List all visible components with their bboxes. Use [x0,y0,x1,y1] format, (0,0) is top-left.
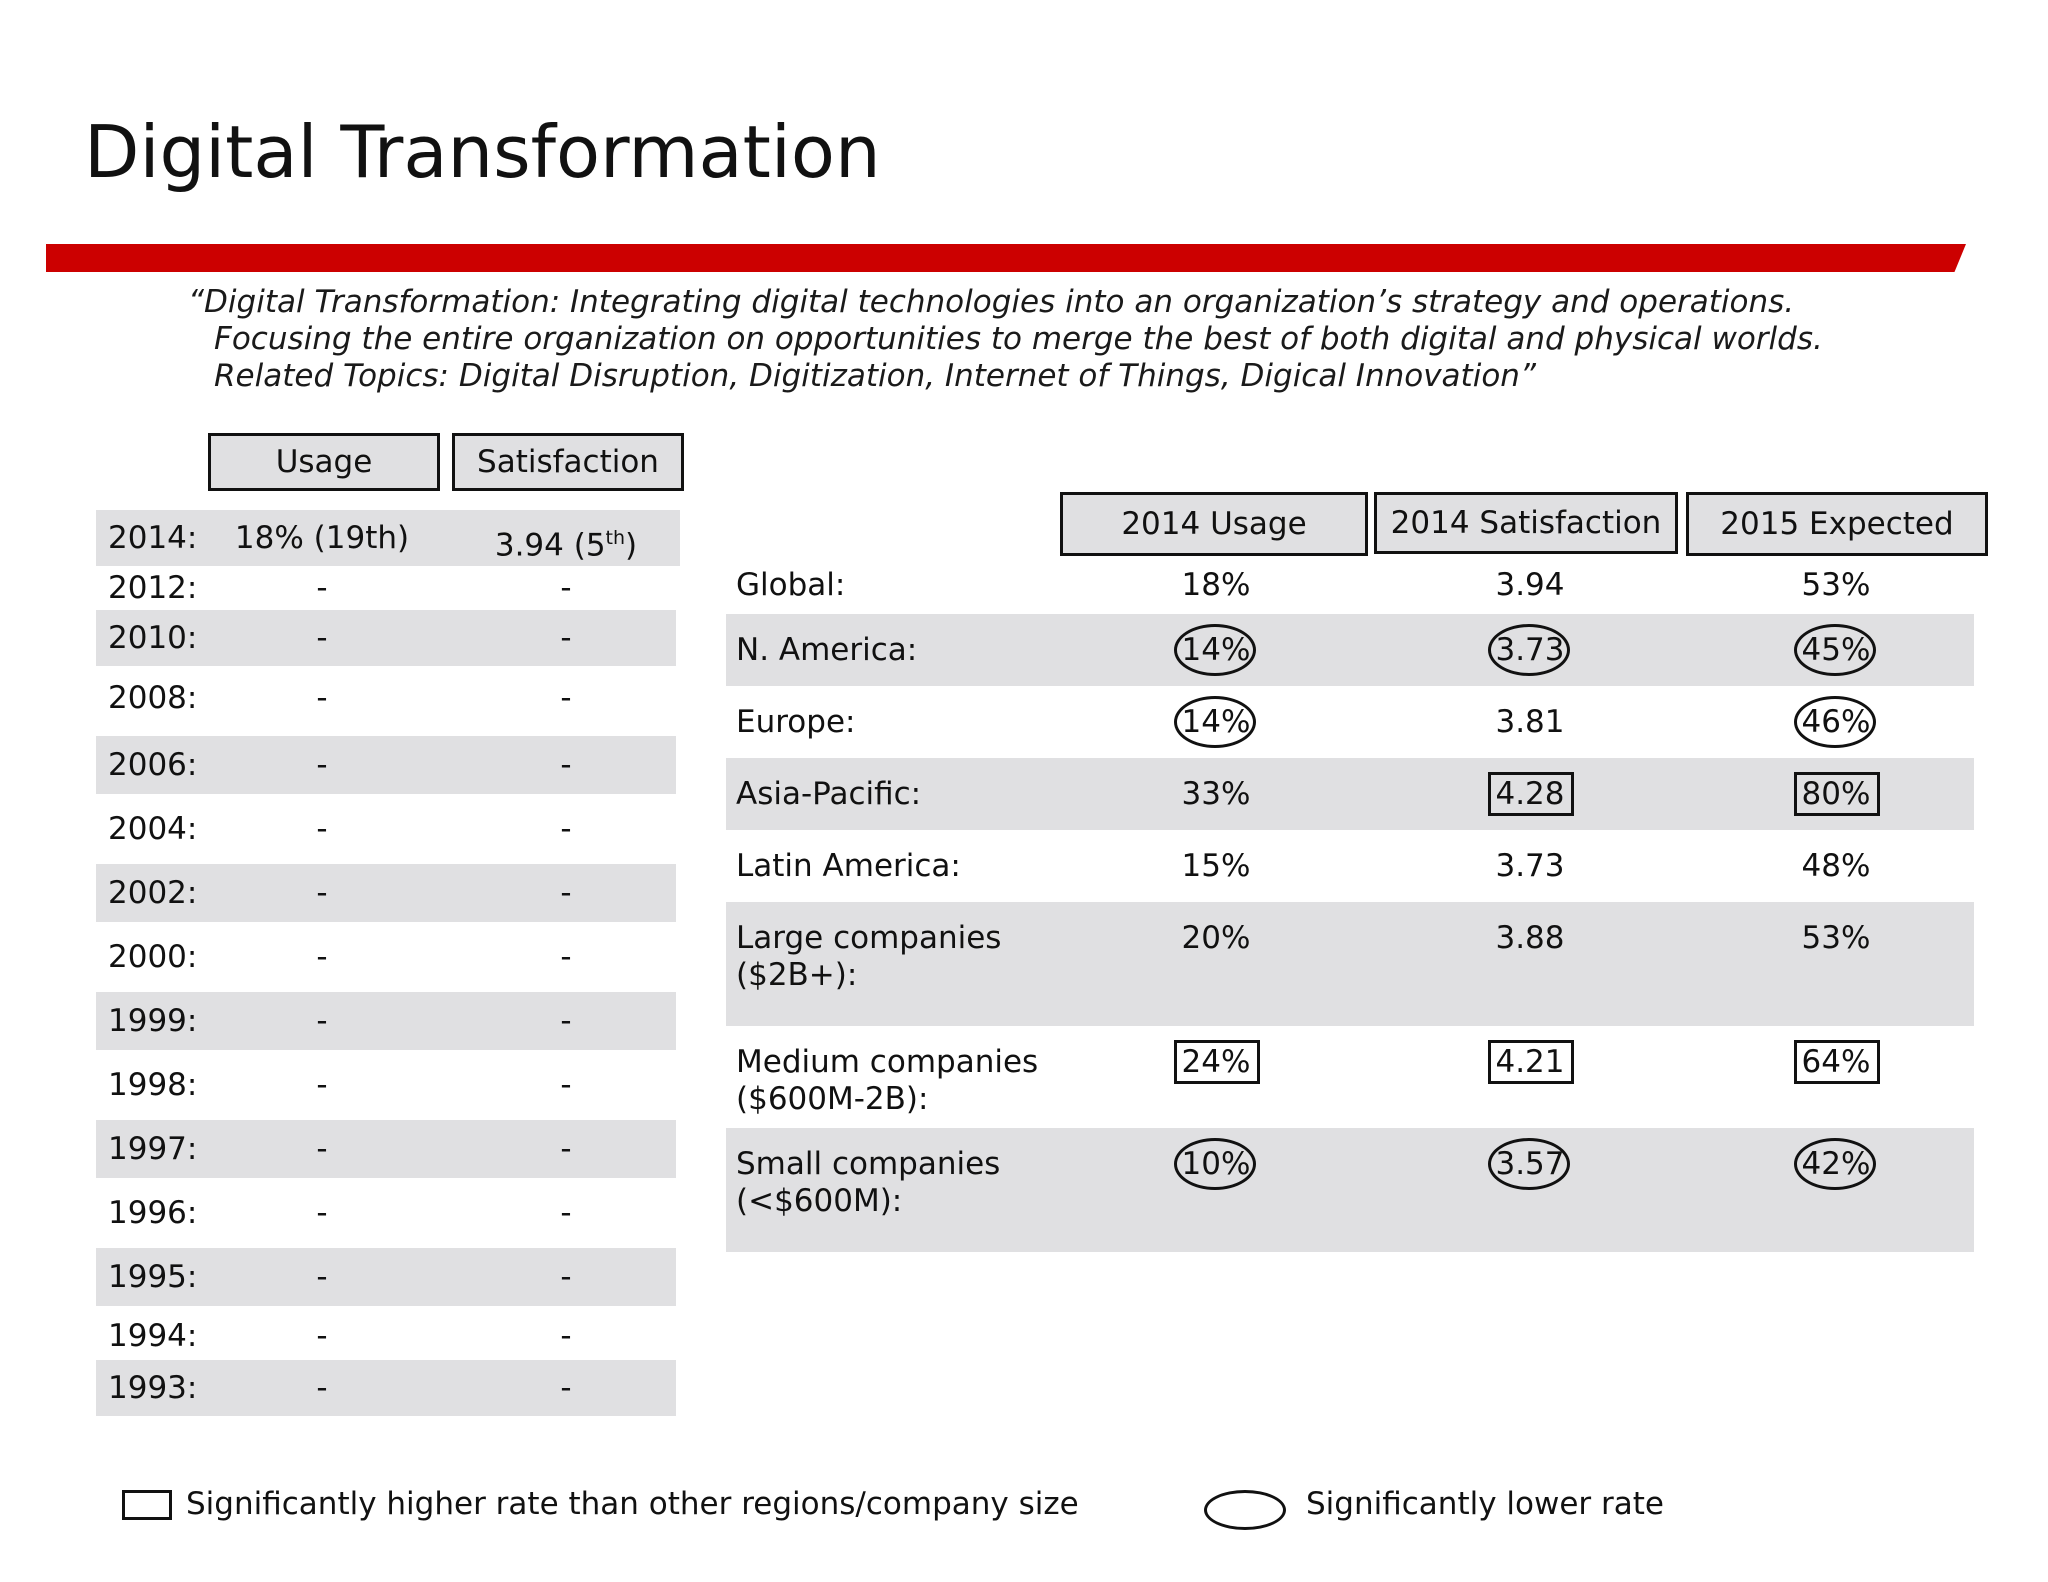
region-value-cell [1480,1044,1580,1081]
history-satisfaction-value: - [560,680,572,716]
history-row [96,668,676,728]
region-row [726,614,1974,686]
region-value: 4.28 [1495,775,1565,812]
history-row [96,864,676,922]
region-value-cell [1786,567,1886,604]
header-2015-expected: 2015 Expected [1686,492,1988,556]
region-value: 14% [1181,631,1251,668]
region-row [726,758,1974,830]
region-value-cell [1166,1044,1266,1081]
history-usage-value: - [316,1195,328,1231]
history-row [96,1360,676,1416]
region-row [726,556,1974,614]
history-usage-value: - [316,570,328,606]
region-label [736,1044,1038,1118]
satisfaction-rank: 3.94 (5 [494,527,606,564]
region-value: 20% [1181,920,1251,956]
history-satisfaction-value: - [560,1131,572,1167]
history-usage-value: 18% (19th) [234,520,410,556]
region-value-cell [1480,704,1580,741]
region-value-cell [1166,1146,1266,1183]
region-value: 46% [1801,703,1871,740]
region-label-line: Asia-Pacific: [736,775,922,812]
region-label [736,776,921,813]
region-value: 33% [1181,775,1251,812]
history-satisfaction-value: - [560,620,572,656]
history-satisfaction-value: - [560,939,572,975]
history-row [96,736,676,794]
region-value-cell [1786,1044,1886,1081]
history-row [96,1056,676,1114]
history-satisfaction-value: - [560,811,572,847]
history-year: 1994: [108,1318,198,1354]
region-value: 53% [1801,566,1871,603]
history-year: 1996: [108,1195,198,1231]
history-year: 2010: [108,620,198,656]
legend-lower-swatch [1204,1490,1286,1530]
history-current-row [96,510,680,566]
region-value-cell [1786,704,1886,741]
history-year: 1995: [108,1259,198,1295]
legend-higher-label: Significantly higher rate than other regions/company size [186,1486,1079,1522]
history-satisfaction-value: - [560,1067,572,1103]
history-usage-value: - [316,1318,328,1354]
history-year: 1998: [108,1067,198,1103]
region-value-cell [1166,920,1266,957]
region-label-line: Medium companies [736,1044,1039,1080]
history-satisfaction-value: - [560,1318,572,1354]
region-value: 64% [1801,1044,1871,1080]
region-value-cell [1480,920,1580,957]
history-satisfaction-value: - [560,1003,572,1039]
region-row [726,830,1974,902]
region-value: 14% [1181,703,1251,740]
region-value-cell [1786,1146,1886,1183]
history-satisfaction-value: - [560,1259,572,1295]
region-value-cell [1166,567,1266,604]
region-value-cell [1166,848,1266,885]
region-row [726,1026,1974,1128]
region-label [736,704,855,741]
history-year: 2006: [108,747,198,783]
region-row [726,686,1974,758]
region-value: 24% [1181,1044,1251,1080]
region-label-line: N. America: [736,631,918,668]
region-label-line: Latin America: [736,847,961,884]
history-usage-header: Usage [208,433,440,491]
history-satisfaction-value: - [560,747,572,783]
quote-line: “Digital Transformation: Integrating digital technologies into an organization’s strategy and operations. [188,284,1795,320]
region-label-line: (<$600M): [736,1183,903,1219]
title-divider-bar [46,244,1966,272]
history-usage-value: - [316,620,328,656]
quote-line: Focusing the entire organization on opportunities to merge the best of both digital and physical worlds. [214,321,1823,357]
region-label-line: Global: [736,566,846,603]
definition-quote [188,284,1988,395]
region-label [736,848,961,885]
history-row [96,610,676,666]
history-year: 1993: [108,1370,198,1406]
region-value: 53% [1801,920,1871,956]
page-title: Digital Transformation [84,110,881,194]
history-satisfaction-value: - [560,1370,572,1406]
history-year: 2004: [108,811,198,847]
history-row [96,928,676,986]
history-usage-value: - [316,875,328,911]
region-label [736,1146,1000,1220]
history-year: 1997: [108,1131,198,1167]
history-usage-value: - [316,939,328,975]
legend-higher-swatch [122,1490,172,1520]
history-row [96,1248,676,1306]
history-year: 2012: [108,570,198,606]
history-usage-value: - [316,1131,328,1167]
history-year: 1999: [108,1003,198,1039]
region-row [726,1128,1974,1252]
history-year: 2008: [108,680,198,716]
history-year: 2014: [108,520,198,556]
region-value-cell [1480,1146,1580,1183]
region-value-cell [1480,848,1580,885]
region-value: 3.94 [1495,566,1565,603]
history-usage-value: - [316,811,328,847]
region-value-cell [1480,632,1580,669]
history-usage-value: - [316,1067,328,1103]
region-value: 3.73 [1495,631,1565,668]
history-usage-value: - [316,1370,328,1406]
history-row [96,1312,676,1360]
history-satisfaction-value: - [560,1195,572,1231]
region-value: 3.73 [1495,847,1565,884]
region-label-line: ($2B+): [736,957,858,993]
region-label-line: Small companies [736,1146,1001,1182]
region-value-cell [1166,632,1266,669]
history-row [96,1120,676,1178]
region-value: 80% [1801,775,1871,812]
region-label [736,632,917,669]
history-row [96,800,676,858]
rank-suffix: th [605,527,626,549]
region-value: 15% [1181,847,1251,884]
quote-line: Related Topics: Digital Disruption, Digitization, Internet of Things, Digical Innovation” [214,358,1536,394]
region-value: 42% [1801,1146,1871,1182]
region-label-line: Large companies [736,920,1002,956]
region-label-line: Europe: [736,703,856,740]
history-satisfaction-value: - [560,570,572,606]
region-label [736,567,845,604]
region-value-cell [1166,704,1266,741]
history-usage-value: - [316,1003,328,1039]
history-year: 2002: [108,875,198,911]
region-row [726,902,1974,1026]
header-2014-usage: 2014 Usage [1060,492,1368,556]
history-year: 2000: [108,939,198,975]
region-value: 3.81 [1495,703,1565,740]
region-value: 10% [1181,1146,1251,1182]
region-value: 3.88 [1495,920,1565,956]
history-usage-value: - [316,1259,328,1295]
region-label-line: ($600M-2B): [736,1081,929,1117]
region-value: 18% [1181,566,1251,603]
history-row [96,1184,676,1242]
history-usage-value: - [316,747,328,783]
region-value: 45% [1801,631,1871,668]
region-value-cell [1166,776,1266,813]
history-row [96,992,676,1050]
history-satisfaction-header: Satisfaction [452,433,684,491]
region-value-cell [1480,776,1580,813]
history-row [96,566,676,610]
history-satisfaction-value: - [560,875,572,911]
header-2014-satisfaction: 2014 Satisfaction [1374,492,1678,554]
region-value: 48% [1801,847,1871,884]
region-value: 4.21 [1495,1044,1565,1080]
legend-lower-label: Significantly lower rate [1306,1486,1664,1522]
region-value-cell [1786,920,1886,957]
history-usage-value: - [316,680,328,716]
region-value-cell [1786,632,1886,669]
rank-close: ) [625,527,638,564]
region-value: 3.57 [1495,1146,1565,1182]
region-value-cell [1786,776,1886,813]
region-value-cell [1786,848,1886,885]
region-label [736,920,1001,994]
region-value-cell [1480,567,1580,604]
